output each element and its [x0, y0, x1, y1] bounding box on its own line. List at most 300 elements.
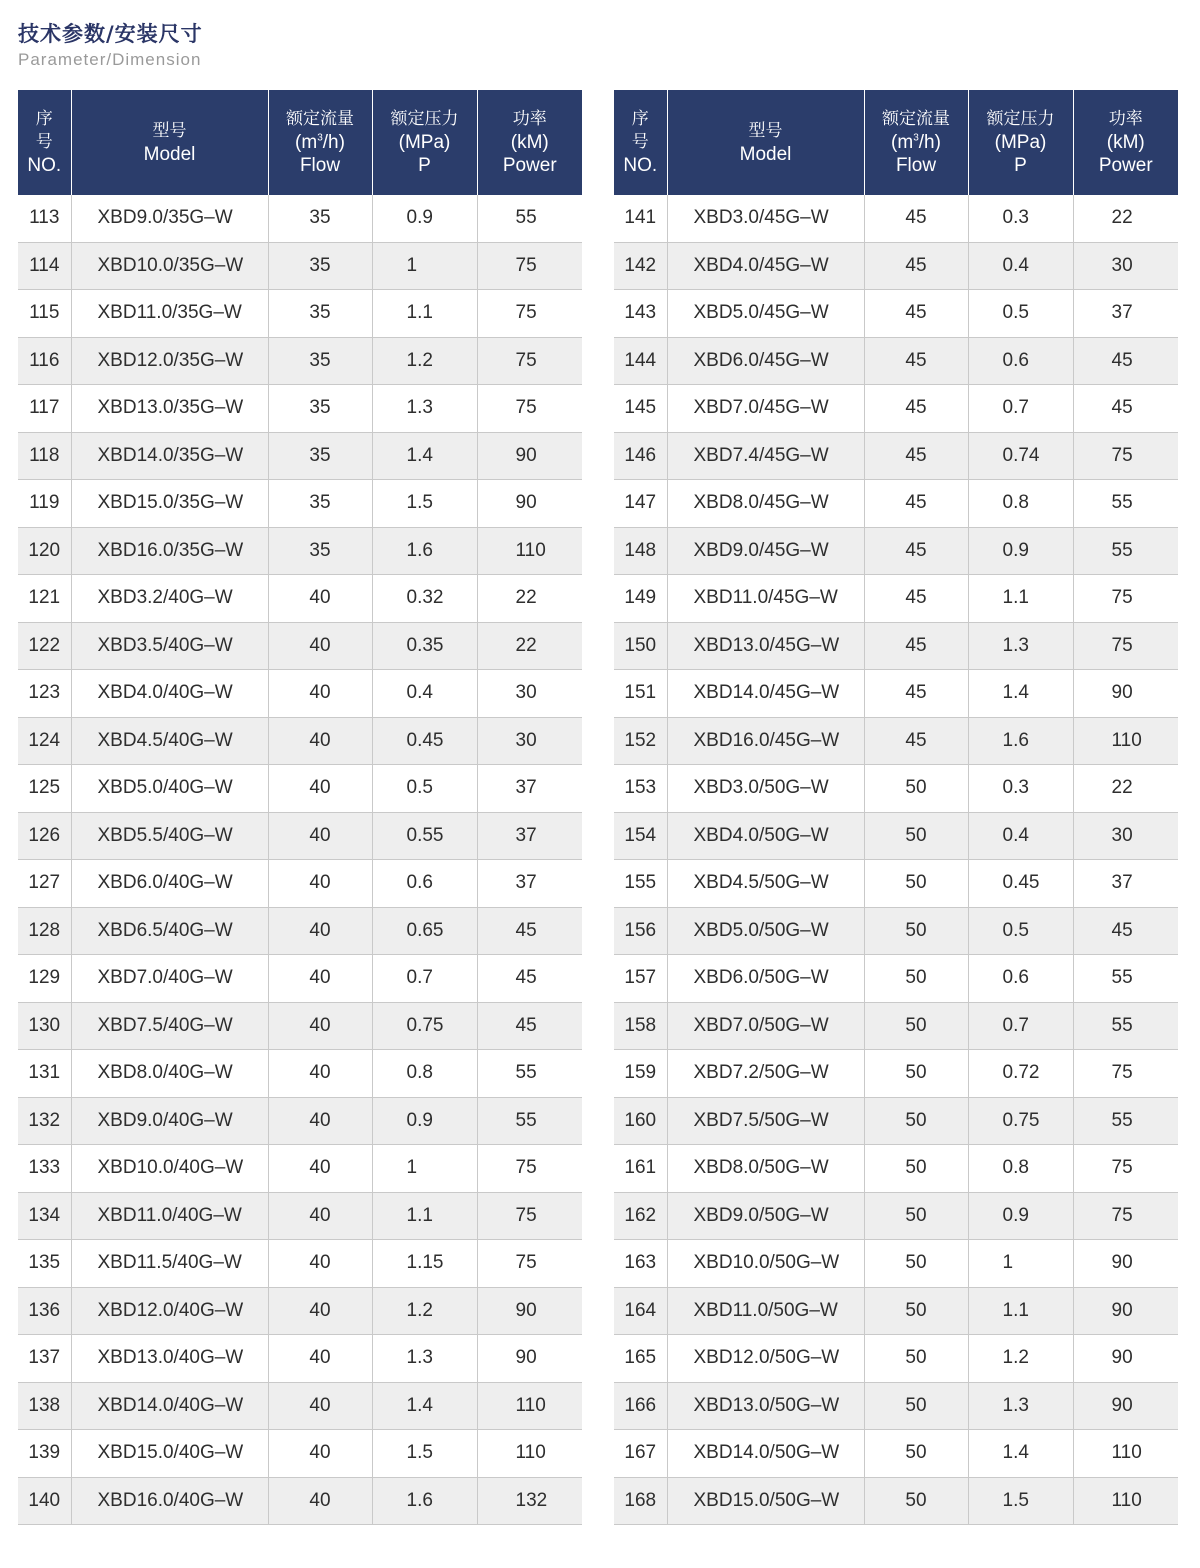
flow-cell: 50	[864, 1192, 968, 1240]
flow-cell: 35	[268, 527, 372, 575]
row-number: 129	[18, 955, 71, 1003]
pressure-cell: 0.65	[372, 907, 477, 955]
power-cell: 55	[1073, 480, 1178, 528]
power-cell: 90	[1073, 1382, 1178, 1430]
spec-table-right	[614, 90, 1178, 1525]
pressure-cell: 1.4	[968, 670, 1073, 718]
table-row	[18, 1097, 582, 1145]
pressure-cell: 0.8	[372, 1050, 477, 1098]
row-number: 164	[614, 1287, 667, 1335]
flow-cell: 45	[864, 670, 968, 718]
flow-cell: 35	[268, 385, 372, 433]
model-cell: XBD16.0/40G–W	[71, 1477, 268, 1525]
row-number: 150	[614, 622, 667, 670]
power-cell: 37	[477, 860, 582, 908]
flow-cell: 45	[864, 432, 968, 480]
table-row	[614, 480, 1178, 528]
power-cell: 90	[1073, 1335, 1178, 1383]
table-row	[614, 337, 1178, 385]
flow-cell: 40	[268, 765, 372, 813]
table-row	[614, 385, 1178, 433]
pressure-cell: 1.15	[372, 1240, 477, 1288]
flow-cell: 50	[864, 1335, 968, 1383]
spec-table-left	[18, 90, 582, 1525]
pressure-cell: 0.6	[968, 337, 1073, 385]
table-row	[18, 1050, 582, 1098]
model-cell: XBD16.0/45G–W	[667, 717, 864, 765]
pressure-cell: 1	[968, 1240, 1073, 1288]
flow-cell: 45	[864, 480, 968, 528]
row-number: 122	[18, 622, 71, 670]
page-subtitle: Parameter/Dimension	[18, 50, 202, 69]
row-number: 114	[18, 242, 71, 290]
pressure-cell: 1.1	[968, 1287, 1073, 1335]
table-row	[614, 1145, 1178, 1193]
row-number: 159	[614, 1050, 667, 1098]
flow-cell: 40	[268, 907, 372, 955]
model-cell: XBD9.0/35G–W	[71, 195, 268, 242]
model-cell: XBD15.0/50G–W	[667, 1477, 864, 1525]
table-row	[614, 575, 1178, 623]
flow-cell: 50	[864, 1145, 968, 1193]
row-number: 162	[614, 1192, 667, 1240]
col-header-model: 型号 Model	[71, 90, 268, 195]
row-number: 132	[18, 1097, 71, 1145]
pressure-cell: 0.9	[968, 527, 1073, 575]
pressure-cell: 1.4	[372, 1382, 477, 1430]
pressure-cell: 0.9	[968, 1192, 1073, 1240]
power-cell: 110	[1073, 1430, 1178, 1478]
power-cell: 75	[477, 1145, 582, 1193]
flow-cell: 35	[268, 242, 372, 290]
power-cell: 75	[1073, 575, 1178, 623]
model-cell: XBD11.5/40G–W	[71, 1240, 268, 1288]
pressure-cell: 1.3	[372, 1335, 477, 1383]
power-cell: 55	[1073, 1002, 1178, 1050]
model-cell: XBD5.0/50G–W	[667, 907, 864, 955]
model-cell: XBD4.5/50G–W	[667, 860, 864, 908]
power-cell: 22	[477, 622, 582, 670]
model-cell: XBD5.0/45G–W	[667, 290, 864, 338]
table-row	[18, 670, 582, 718]
row-number: 155	[614, 860, 667, 908]
pressure-cell: 1.4	[372, 432, 477, 480]
row-number: 134	[18, 1192, 71, 1240]
row-number: 113	[18, 195, 71, 242]
pressure-cell: 0.3	[968, 195, 1073, 242]
flow-cell: 45	[864, 622, 968, 670]
pressure-cell: 0.3	[968, 765, 1073, 813]
power-cell: 30	[1073, 242, 1178, 290]
table-row	[614, 1240, 1178, 1288]
table-row	[614, 670, 1178, 718]
table-row	[18, 1335, 582, 1383]
pressure-cell: 1.6	[372, 527, 477, 575]
pressure-cell: 0.5	[968, 907, 1073, 955]
pressure-cell: 1.1	[968, 575, 1073, 623]
model-cell: XBD9.0/40G–W	[71, 1097, 268, 1145]
flow-cell: 40	[268, 1287, 372, 1335]
pressure-cell: 1.6	[372, 1477, 477, 1525]
flow-cell: 40	[268, 1477, 372, 1525]
flow-cell: 45	[864, 527, 968, 575]
power-cell: 75	[1073, 1145, 1178, 1193]
table-row	[18, 195, 582, 242]
page-title: 技术参数/安装尺寸	[18, 22, 203, 46]
flow-cell: 45	[864, 195, 968, 242]
row-number: 144	[614, 337, 667, 385]
table-row	[18, 1287, 582, 1335]
table-row	[18, 1382, 582, 1430]
row-number: 154	[614, 812, 667, 860]
pressure-cell: 0.72	[968, 1050, 1073, 1098]
row-number: 115	[18, 290, 71, 338]
power-cell: 90	[1073, 670, 1178, 718]
flow-cell: 50	[864, 1477, 968, 1525]
table-row	[18, 955, 582, 1003]
model-cell: XBD7.2/50G–W	[667, 1050, 864, 1098]
model-cell: XBD12.0/50G–W	[667, 1335, 864, 1383]
table-row	[18, 337, 582, 385]
pressure-cell: 1.3	[968, 622, 1073, 670]
model-cell: XBD10.0/40G–W	[71, 1145, 268, 1193]
flow-cell: 50	[864, 860, 968, 908]
power-cell: 37	[1073, 860, 1178, 908]
flow-cell: 35	[268, 480, 372, 528]
flow-cell: 40	[268, 1430, 372, 1478]
row-number: 130	[18, 1002, 71, 1050]
col-header-flow: 额定流量 $(m^3/h)$ Flow	[864, 90, 968, 195]
pressure-cell: 0.7	[968, 385, 1073, 433]
model-cell: XBD10.0/35G–W	[71, 242, 268, 290]
col-header-no: 序 号 NO.	[18, 90, 71, 195]
flow-cell: 50	[864, 1050, 968, 1098]
model-cell: XBD15.0/40G–W	[71, 1430, 268, 1478]
table-row	[614, 1430, 1178, 1478]
table-row	[18, 1002, 582, 1050]
table-row	[614, 955, 1178, 1003]
table-row	[614, 765, 1178, 813]
row-number: 138	[18, 1382, 71, 1430]
pressure-cell: 1.3	[372, 385, 477, 433]
pressure-cell: 1.2	[372, 1287, 477, 1335]
pressure-cell: 1.1	[372, 1192, 477, 1240]
model-cell: XBD14.0/50G–W	[667, 1430, 864, 1478]
row-number: 118	[18, 432, 71, 480]
power-cell: 45	[477, 955, 582, 1003]
power-cell: 45	[477, 907, 582, 955]
power-cell: 90	[477, 1335, 582, 1383]
col-header-power: 功率 (kM) Power	[477, 90, 582, 195]
row-number: 137	[18, 1335, 71, 1383]
table-row	[18, 432, 582, 480]
row-number: 135	[18, 1240, 71, 1288]
model-cell: XBD7.4/45G–W	[667, 432, 864, 480]
pressure-cell: 1.4	[968, 1430, 1073, 1478]
table-row	[614, 1382, 1178, 1430]
power-cell: 30	[477, 717, 582, 765]
col-header-no: 序 号 NO.	[614, 90, 667, 195]
power-cell: 45	[1073, 907, 1178, 955]
flow-cell: 50	[864, 1287, 968, 1335]
power-cell: 55	[1073, 527, 1178, 575]
row-number: 168	[614, 1477, 667, 1525]
model-cell: XBD6.0/40G–W	[71, 860, 268, 908]
row-number: 148	[614, 527, 667, 575]
model-cell: XBD11.0/40G–W	[71, 1192, 268, 1240]
row-number: 158	[614, 1002, 667, 1050]
pressure-cell: 0.5	[372, 765, 477, 813]
power-cell: 110	[1073, 717, 1178, 765]
table-row	[614, 717, 1178, 765]
flow-cell: 50	[864, 1382, 968, 1430]
col-header-flow: 额定流量 $(m^3/h)$ Flow	[268, 90, 372, 195]
power-cell: 55	[477, 1050, 582, 1098]
power-cell: 110	[477, 1430, 582, 1478]
table-body	[614, 195, 1178, 1525]
power-cell: 110	[477, 1382, 582, 1430]
flow-cell: 50	[864, 812, 968, 860]
col-header-pressure: 额定压力 (MPa) P	[372, 90, 477, 195]
model-cell: XBD16.0/35G–W	[71, 527, 268, 575]
model-cell: XBD9.0/50G–W	[667, 1192, 864, 1240]
power-cell: 75	[1073, 1192, 1178, 1240]
model-cell: XBD5.5/40G–W	[71, 812, 268, 860]
row-number: 123	[18, 670, 71, 718]
pressure-cell: 0.5	[968, 290, 1073, 338]
table-row	[614, 907, 1178, 955]
row-number: 143	[614, 290, 667, 338]
pressure-cell: 0.55	[372, 812, 477, 860]
flow-cell: 50	[864, 955, 968, 1003]
table-row	[18, 480, 582, 528]
power-cell: 90	[477, 432, 582, 480]
col-header-power: 功率 (kM) Power	[1073, 90, 1178, 195]
model-cell: XBD7.0/50G–W	[667, 1002, 864, 1050]
row-number: 127	[18, 860, 71, 908]
pressure-cell: 0.35	[372, 622, 477, 670]
row-number: 167	[614, 1430, 667, 1478]
flow-cell: 45	[864, 242, 968, 290]
model-cell: XBD7.5/40G–W	[71, 1002, 268, 1050]
model-cell: XBD15.0/35G–W	[71, 480, 268, 528]
table-row	[18, 717, 582, 765]
model-cell: XBD13.0/50G–W	[667, 1382, 864, 1430]
flow-cell: 35	[268, 337, 372, 385]
row-number: 152	[614, 717, 667, 765]
flow-cell: 45	[864, 575, 968, 623]
row-number: 131	[18, 1050, 71, 1098]
row-number: 142	[614, 242, 667, 290]
row-number: 124	[18, 717, 71, 765]
table-row	[614, 1335, 1178, 1383]
model-cell: XBD8.0/40G–W	[71, 1050, 268, 1098]
row-number: 121	[18, 575, 71, 623]
table-row	[18, 385, 582, 433]
model-cell: XBD4.0/45G–W	[667, 242, 864, 290]
power-cell: 37	[477, 765, 582, 813]
table-row	[614, 195, 1178, 242]
model-cell: XBD14.0/40G–W	[71, 1382, 268, 1430]
table-row	[614, 242, 1178, 290]
flow-cell: 45	[864, 717, 968, 765]
table-row	[18, 860, 582, 908]
power-cell: 55	[1073, 955, 1178, 1003]
power-cell: 37	[477, 812, 582, 860]
pressure-cell: 0.4	[968, 242, 1073, 290]
row-number: 147	[614, 480, 667, 528]
pressure-cell: 0.32	[372, 575, 477, 623]
row-number: 149	[614, 575, 667, 623]
row-number: 126	[18, 812, 71, 860]
pressure-cell: 1.3	[968, 1382, 1073, 1430]
power-cell: 55	[1073, 1097, 1178, 1145]
pressure-cell: 1.2	[372, 337, 477, 385]
flow-cell: 35	[268, 290, 372, 338]
power-cell: 75	[1073, 1050, 1178, 1098]
row-number: 117	[18, 385, 71, 433]
pressure-cell: 1.1	[372, 290, 477, 338]
pressure-cell: 0.8	[968, 1145, 1073, 1193]
pressure-cell: 0.7	[968, 1002, 1073, 1050]
model-cell: XBD8.0/50G–W	[667, 1145, 864, 1193]
flow-cell: 50	[864, 1240, 968, 1288]
power-cell: 110	[477, 527, 582, 575]
model-cell: XBD3.0/50G–W	[667, 765, 864, 813]
model-cell: XBD8.0/45G–W	[667, 480, 864, 528]
model-cell: XBD3.5/40G–W	[71, 622, 268, 670]
row-number: 119	[18, 480, 71, 528]
col-header-model: 型号 Model	[667, 90, 864, 195]
table-row	[18, 575, 582, 623]
power-cell: 90	[477, 1287, 582, 1335]
power-cell: 90	[1073, 1287, 1178, 1335]
power-cell: 30	[1073, 812, 1178, 860]
power-cell: 75	[477, 385, 582, 433]
pressure-cell: 0.8	[968, 480, 1073, 528]
flow-cell: 40	[268, 1192, 372, 1240]
row-number: 165	[614, 1335, 667, 1383]
model-cell: XBD4.5/40G–W	[71, 717, 268, 765]
pressure-cell: 1	[372, 242, 477, 290]
row-number: 145	[614, 385, 667, 433]
flow-cell: 50	[864, 1430, 968, 1478]
table-row	[614, 1097, 1178, 1145]
power-cell: 37	[1073, 290, 1178, 338]
table-row	[614, 1050, 1178, 1098]
table-row	[614, 1287, 1178, 1335]
flow-cell: 40	[268, 1382, 372, 1430]
model-cell: XBD12.0/35G–W	[71, 337, 268, 385]
power-cell: 55	[477, 1097, 582, 1145]
flow-cell: 40	[268, 1050, 372, 1098]
model-cell: XBD13.0/35G–W	[71, 385, 268, 433]
row-number: 146	[614, 432, 667, 480]
model-cell: XBD13.0/40G–W	[71, 1335, 268, 1383]
row-number: 136	[18, 1287, 71, 1335]
pressure-cell: 1	[372, 1145, 477, 1193]
table-row	[18, 242, 582, 290]
table-row	[614, 432, 1178, 480]
pressure-cell: 0.4	[372, 670, 477, 718]
flow-cell: 40	[268, 1335, 372, 1383]
row-number: 151	[614, 670, 667, 718]
flow-cell: 45	[864, 290, 968, 338]
table-row	[614, 812, 1178, 860]
table-header	[614, 90, 1178, 195]
table-row	[614, 1477, 1178, 1525]
power-cell: 45	[477, 1002, 582, 1050]
table-row	[18, 812, 582, 860]
row-number: 139	[18, 1430, 71, 1478]
model-cell: XBD11.0/50G–W	[667, 1287, 864, 1335]
row-number: 163	[614, 1240, 667, 1288]
pressure-cell: 0.4	[968, 812, 1073, 860]
power-cell: 45	[1073, 337, 1178, 385]
power-cell: 55	[477, 195, 582, 242]
table-row	[18, 1477, 582, 1525]
model-cell: XBD4.0/40G–W	[71, 670, 268, 718]
pressure-cell: 1.5	[372, 480, 477, 528]
model-cell: XBD6.5/40G–W	[71, 907, 268, 955]
flow-cell: 40	[268, 670, 372, 718]
power-cell: 22	[1073, 765, 1178, 813]
power-cell: 75	[1073, 432, 1178, 480]
power-cell: 22	[477, 575, 582, 623]
table-row	[614, 1002, 1178, 1050]
row-number: 153	[614, 765, 667, 813]
flow-cell: 40	[268, 1145, 372, 1193]
table-header	[18, 90, 582, 195]
model-cell: XBD10.0/50G–W	[667, 1240, 864, 1288]
pressure-cell: 0.6	[372, 860, 477, 908]
pressure-cell: 0.7	[372, 955, 477, 1003]
model-cell: XBD4.0/50G–W	[667, 812, 864, 860]
model-cell: XBD14.0/35G–W	[71, 432, 268, 480]
table-row	[18, 527, 582, 575]
model-cell: XBD6.0/45G–W	[667, 337, 864, 385]
power-cell: 30	[477, 670, 582, 718]
pressure-cell: 1.5	[968, 1477, 1073, 1525]
flow-cell: 40	[268, 1240, 372, 1288]
model-cell: XBD3.0/45G–W	[667, 195, 864, 242]
model-cell: XBD14.0/45G–W	[667, 670, 864, 718]
row-number: 141	[614, 195, 667, 242]
power-cell: 22	[1073, 195, 1178, 242]
power-cell: 110	[1073, 1477, 1178, 1525]
pressure-cell: 0.75	[372, 1002, 477, 1050]
flow-cell: 40	[268, 812, 372, 860]
table-row	[18, 1192, 582, 1240]
row-number: 157	[614, 955, 667, 1003]
model-cell: XBD7.0/40G–W	[71, 955, 268, 1003]
flow-cell: 35	[268, 195, 372, 242]
table-row	[614, 290, 1178, 338]
row-number: 156	[614, 907, 667, 955]
table-row	[614, 622, 1178, 670]
flow-cell: 50	[864, 907, 968, 955]
power-cell: 75	[477, 337, 582, 385]
flow-cell: 40	[268, 575, 372, 623]
table-row	[614, 1192, 1178, 1240]
flow-cell: 40	[268, 860, 372, 908]
table-row	[18, 1430, 582, 1478]
pressure-cell: 0.75	[968, 1097, 1073, 1145]
model-cell: XBD9.0/45G–W	[667, 527, 864, 575]
pressure-cell: 1.5	[372, 1430, 477, 1478]
flow-cell: 50	[864, 1002, 968, 1050]
flow-cell: 40	[268, 1097, 372, 1145]
